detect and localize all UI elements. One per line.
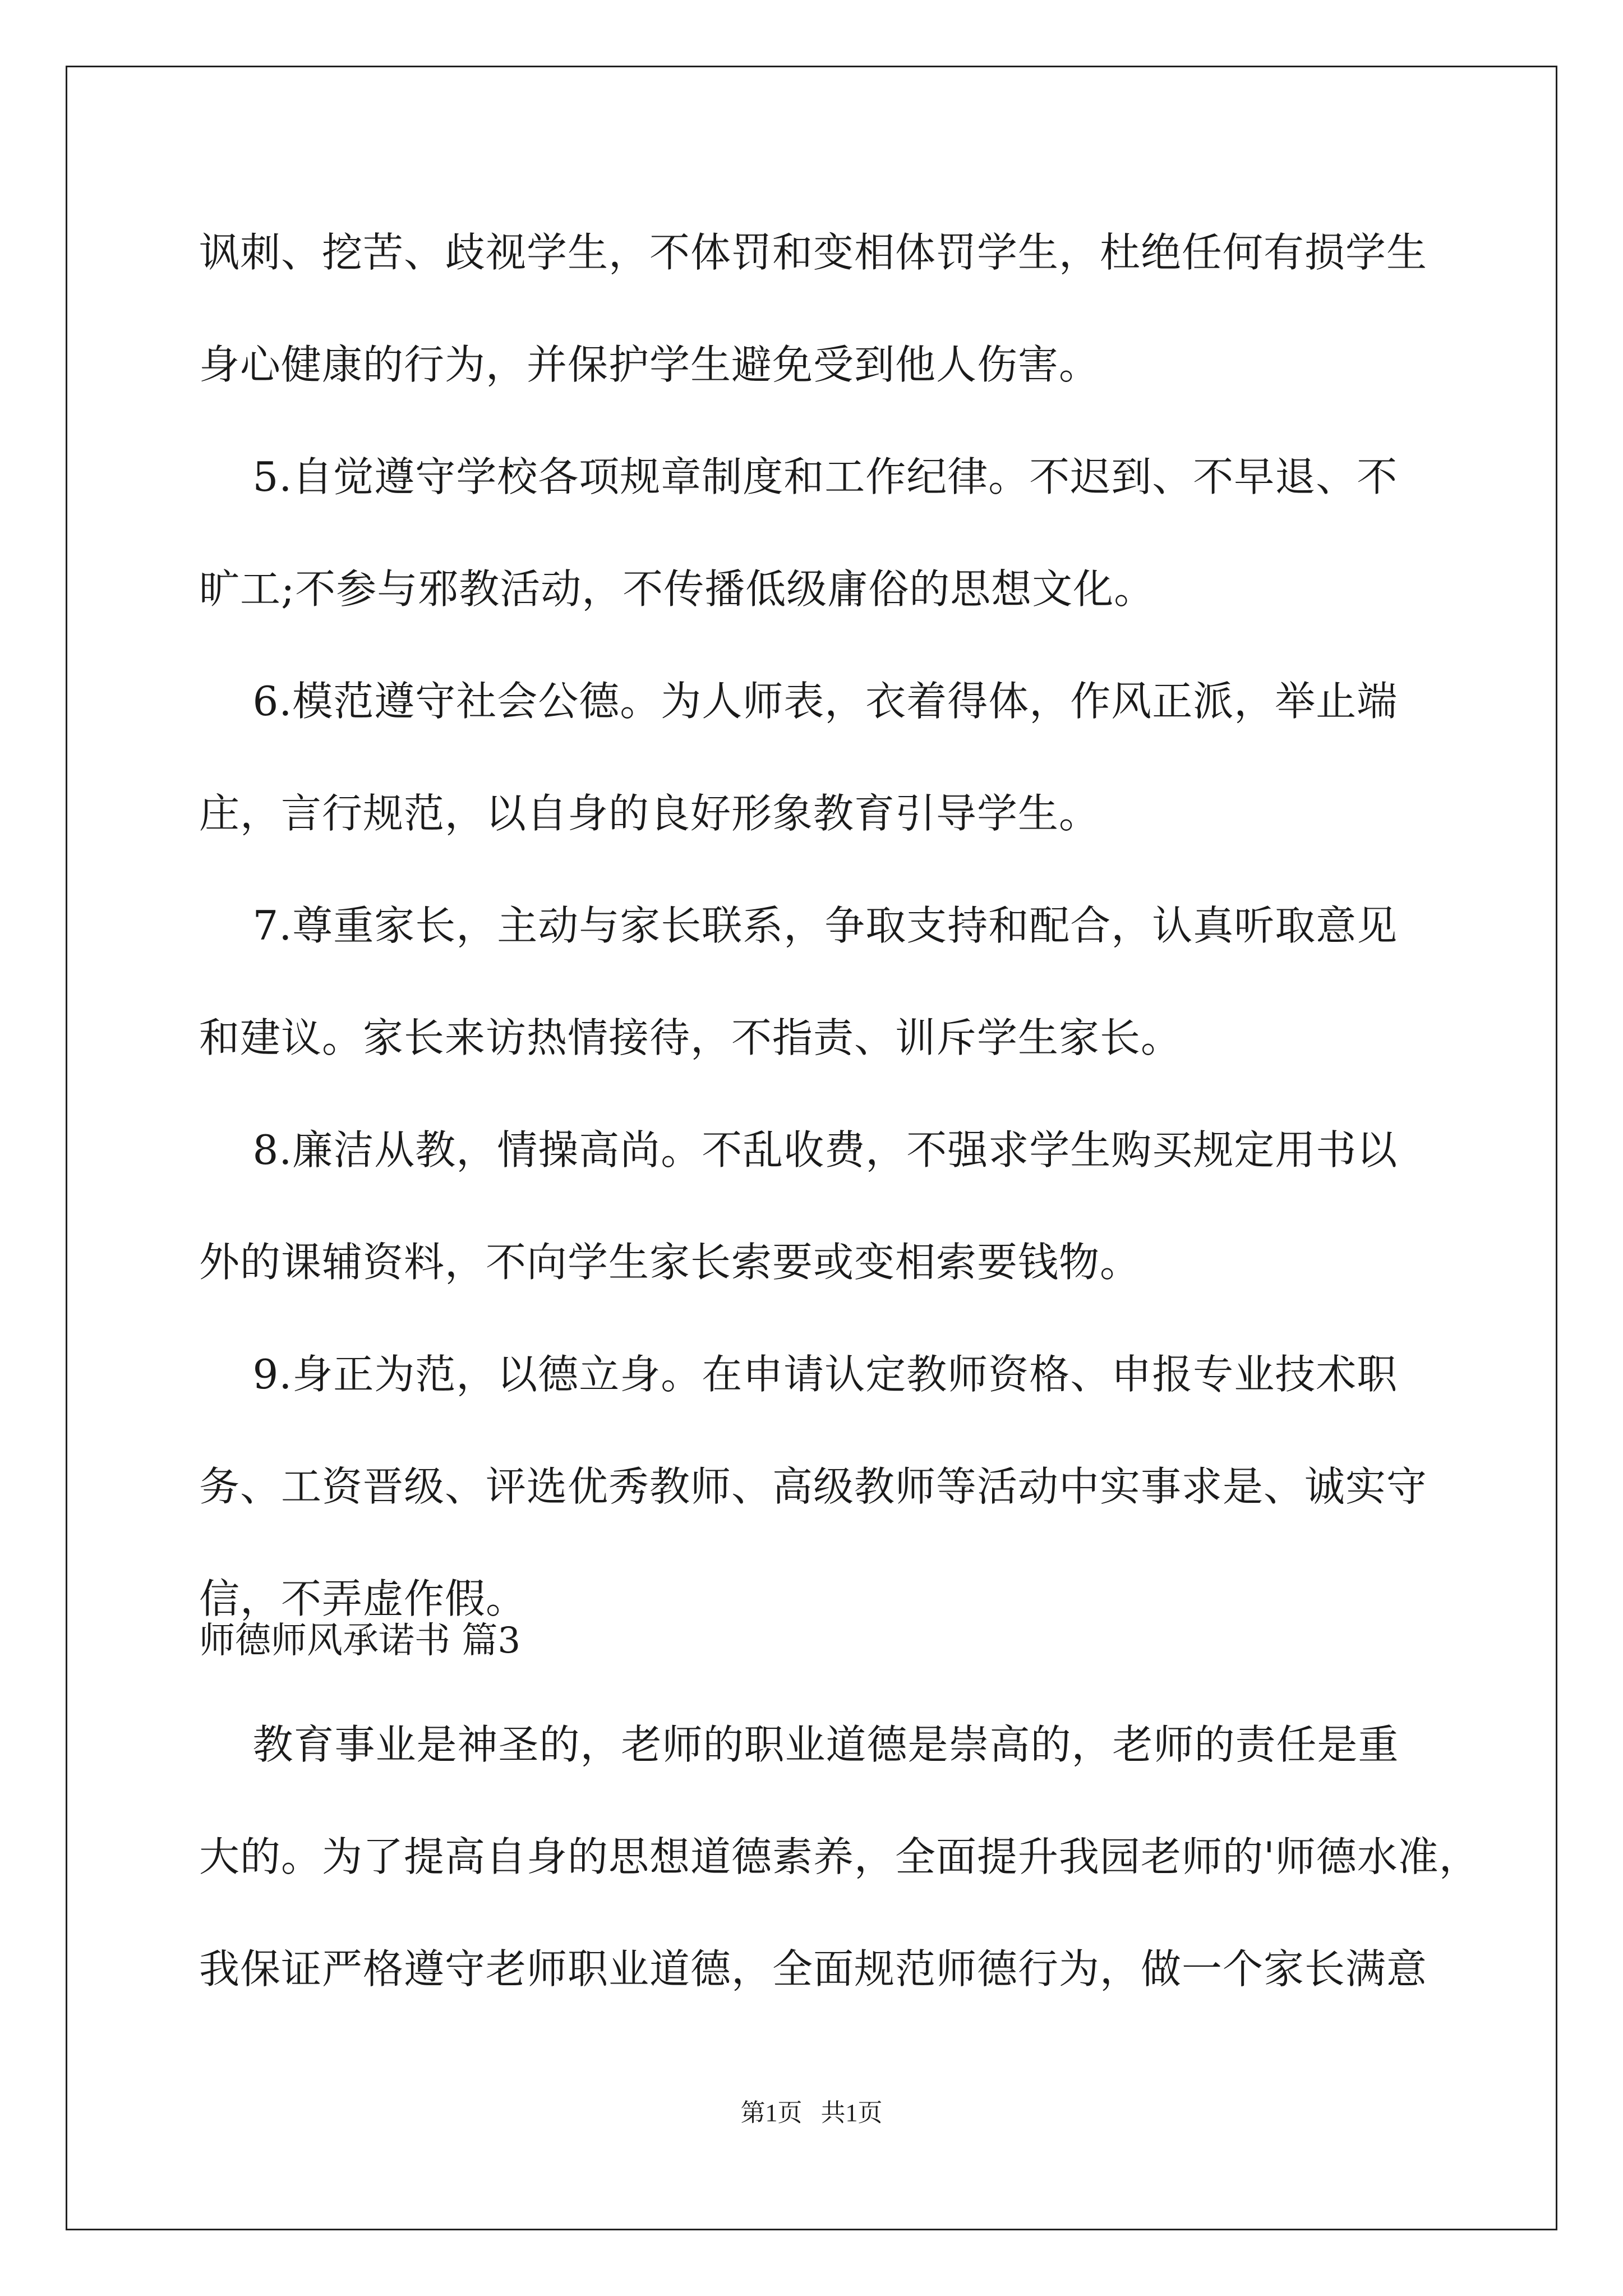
text-line: 信，不弄虚作假。: [199, 1575, 527, 1622]
text-line: 8.廉洁从教，情操高尚。不乱收费，不强求学生购买规定用书以: [199, 1126, 1398, 1174]
text-line: 5.自觉遵守学校各项规章制度和工作纪律。不迟到、不早退、不: [199, 453, 1398, 500]
page-number: 第1页 共1页: [740, 2099, 883, 2127]
body-text-bottom: [199, 1688, 1480, 2025]
text-line: 大的。为了提高自身的思想道德素养，全面提升我园老师的'师德水准，: [199, 1833, 1480, 1880]
text-line: 6.模范遵守社会公德。为人师表，衣着得体，作风正派，举止端: [199, 678, 1398, 725]
text-line: 旷工;不参与邪教活动，不传播低级庸俗的思想文化。: [199, 565, 1155, 613]
text-line: 务、工资晋级、评选优秀教师、高级教师等活动中实事求是、诚实守: [199, 1463, 1428, 1510]
text-line: 外的课辅资料，不向学生家长索要或变相索要钱物。: [199, 1239, 1141, 1286]
text-line: 教育事业是神圣的，老师的职业道德是崇高的，老师的责任是重: [199, 1721, 1399, 1768]
text-line: 7.尊重家长，主动与家长联系，争取支持和配合，认真听取意见: [199, 902, 1398, 949]
text-line: 庄，言行规范，以自身的良好形象教育引导学生。: [199, 790, 1100, 837]
text-line: 9.身正为范，以德立身。在申请认定教师资格、申报专业技术职: [199, 1351, 1398, 1398]
body-text-top: [199, 196, 1430, 1655]
section-heading: 师德师风承诺书 篇3: [199, 1620, 521, 1662]
text-line: 我保证严格遵守老师职业道德，全面规范师德行为，做一个家长满意: [199, 1945, 1428, 1993]
text-line: 讽刺、挖苦、歧视学生，不体罚和变相体罚学生，杜绝任何有损学生: [199, 229, 1428, 276]
text-line: 身心健康的行为，并保护学生避免受到他人伤害。: [199, 341, 1100, 388]
text-line: 和建议。家长来访热情接待，不指责、训斥学生家长。: [199, 1014, 1182, 1061]
